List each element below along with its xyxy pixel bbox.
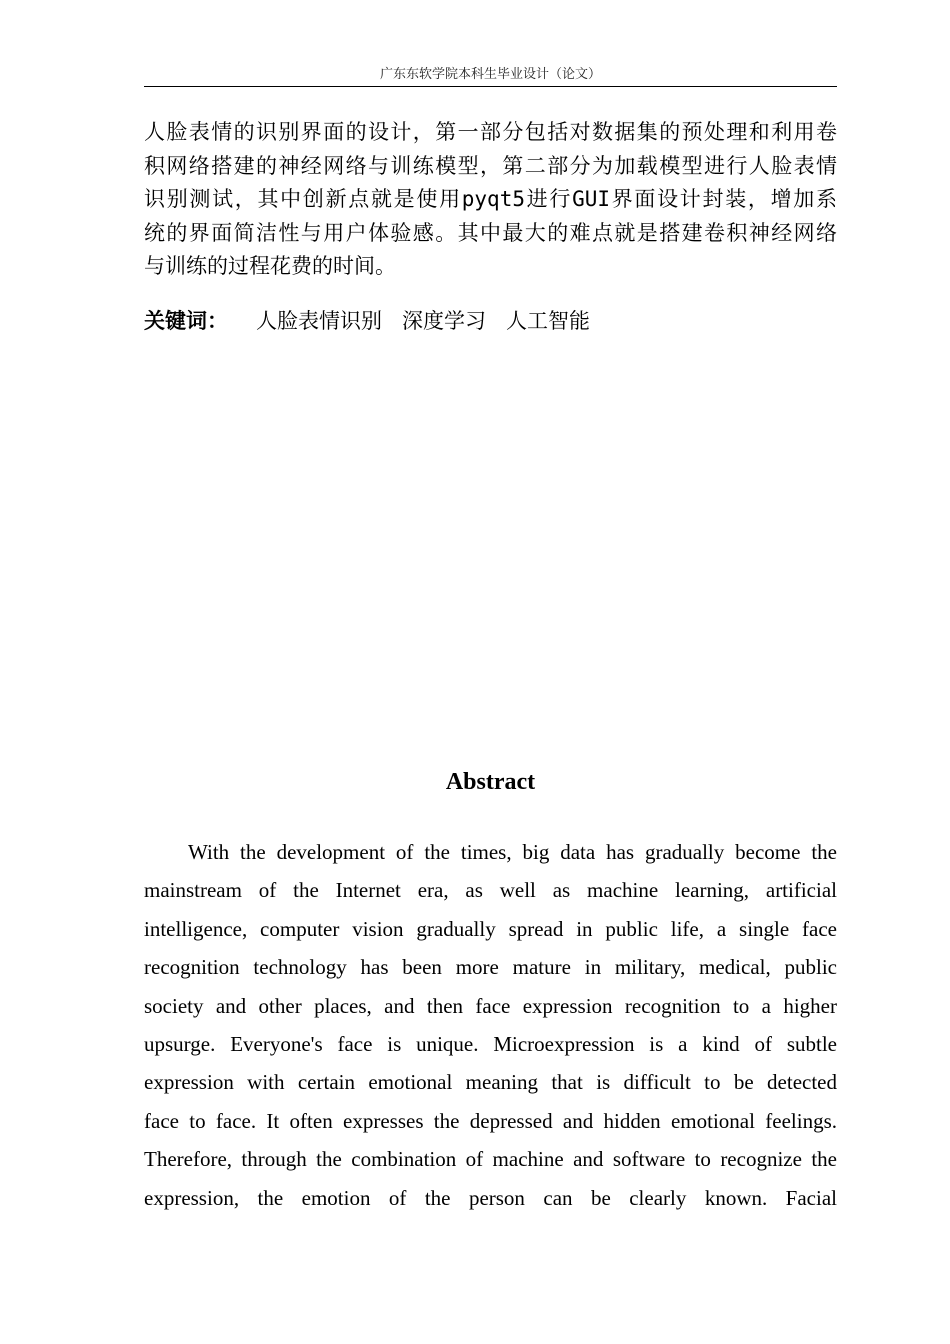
abstract-line: expression, the emotion of the person can be clearly known. Facial	[144, 1185, 837, 1210]
abstract-title: Abstract	[445, 769, 536, 795]
abstract-line: upsurge. Everyone's face is unique. Microexpression is a kind of subtle	[144, 1031, 837, 1056]
chinese-abstract-line: 统的界面简洁性与用户体验感。其中最大的难点就是搭建卷积神经网络	[144, 220, 837, 245]
chinese-abstract-line: 人脸表情的识别界面的设计，第一部分包括对数据集的预处理和利用卷	[144, 120, 837, 144]
page-header: 广东东软学院本科生毕业设计（论文）	[379, 67, 601, 82]
chinese-abstract-line: 与训练的过程花费的时间。	[144, 254, 396, 278]
keywords-label: 关键词：	[144, 309, 228, 333]
chinese-abstract-line: 积网络搭建的神经网络与训练模型，第二部分为加载模型进行人脸表情	[144, 153, 837, 178]
abstract-line: Therefore, through the combination of machine and software to recognize the	[144, 1147, 837, 1172]
header-divider	[144, 86, 837, 87]
abstract-line: society and other places, and then face expression recognition to a higher	[144, 993, 837, 1018]
chinese-abstract-paragraph	[144, 116, 837, 284]
keywords-line	[144, 304, 837, 338]
abstract-line: With the development of the times, big data has gradually become the	[188, 840, 837, 864]
abstract-line: intelligence, computer vision gradually spread in public life, a single face	[144, 916, 837, 941]
abstract-line: recognition technology has been more mature in military, medical, public	[144, 955, 837, 980]
abstract-paragraph	[144, 833, 837, 1217]
abstract-line: face to face. It often expresses the depressed and hidden emotional feelings.	[144, 1108, 837, 1133]
abstract-line: expression with certain emotional meaning that is difficult to be detected	[144, 1070, 837, 1095]
keyword-item: 人脸表情识别	[256, 309, 382, 333]
abstract-line: mainstream of the Internet era, as well as machine learning, artificial	[144, 878, 837, 903]
chinese-abstract-line: 识别测试，其中创新点就是使用pyqt5进行GUI界面设计封装，增加系	[144, 187, 837, 211]
keyword-item: 深度学习	[402, 309, 486, 333]
keyword-item: 人工智能	[506, 309, 590, 333]
